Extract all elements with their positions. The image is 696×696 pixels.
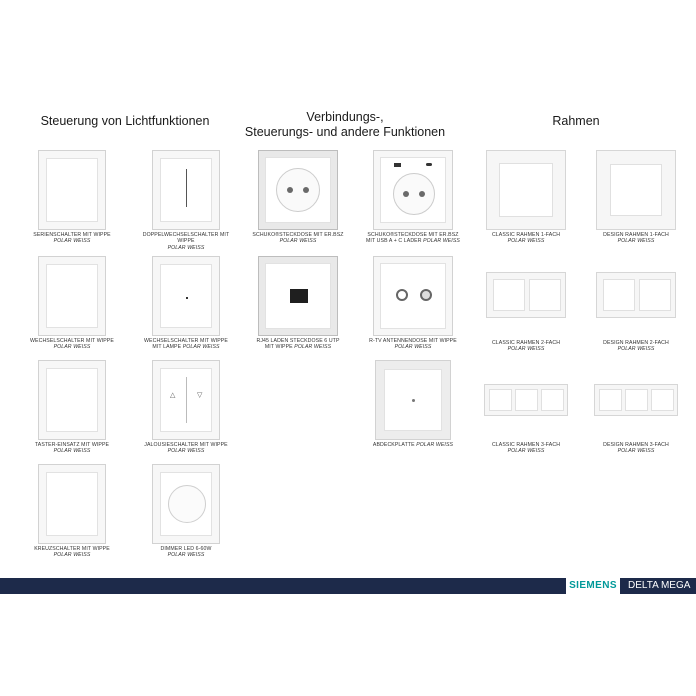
socket-recess [276,168,320,212]
rj45-port [290,289,308,303]
kreuzschalter-image [38,464,106,544]
product-wechselschalter[interactable] [20,256,124,351]
heading-rahmen: Rahmen [552,114,600,128]
heading-verbindungsfunktionen [240,110,450,140]
product-caption: DESIGN RAHMEN 2-FACH POLAR WEISS [603,340,669,353]
classic-rahmen-1-image [486,150,566,230]
serienschalter-image [38,150,106,230]
arrow-down-icon: ▽ [197,392,203,399]
product-doppelwechselschalter[interactable] [134,150,238,251]
product-caption: SERIENSCHALTER MIT WIPPE POLAR WEISS [33,232,111,245]
wechselschalter-lampe-image [152,256,220,336]
wechselschalter-image [38,256,106,336]
dimmer-image [152,464,220,544]
product-caption: CLASSIC RAHMEN 2-FACH POLAR WEISS [491,340,561,353]
design-rahmen-2-image [596,272,676,318]
product-design-rahmen-1[interactable] [584,150,688,245]
siemens-logo: SIEMENS [566,578,620,594]
antennendose-image [373,256,453,336]
doppelwechselschalter-image [152,150,220,230]
product-taster[interactable] [20,360,124,455]
tv-connector [396,289,408,301]
jalousieschalter-image [152,360,220,440]
product-classic-rahmen-1[interactable] [474,150,578,245]
product-serienschalter[interactable] [20,150,124,245]
heading-line-1: Verbindungs-, [306,110,384,124]
product-caption: WECHSELSCHALTER MIT WIPPE MIT LAMPE POLAR WEISS [144,338,228,351]
socket-recess [393,173,435,215]
product-caption: DOPPELWECHSELSCHALTER MIT WIPPE POLAR WEISS [142,232,230,251]
taster-image [38,360,106,440]
product-classic-rahmen-3[interactable] [474,384,578,455]
product-caption: WECHSELSCHALTER MIT WIPPE POLAR WEISS [30,338,114,351]
product-kreuzschalter[interactable] [20,464,124,559]
product-line-label: DELTA MEGA [624,578,696,594]
classic-rahmen-3-image [484,384,568,416]
product-schuko-steckdose[interactable] [246,150,350,245]
design-rahmen-3-image [594,384,678,416]
product-caption: JALOUSIESCHALTER MIT WIPPE POLAR WEISS [144,442,228,455]
product-caption: SCHUKO®STECKDOSE MIT ER.BSZ MIT USB A + C LADER POLAR WEISS [366,232,460,245]
product-abdeckplatte[interactable] [361,360,465,448]
product-caption: KREUZSCHALTER MIT WIPPE POLAR WEISS [34,546,110,559]
product-caption: RJ45 LADEN STECKDOSE 6 UTP MIT WIPPE POLAR WEISS [256,338,340,351]
product-caption: CLASSIC RAHMEN 3-FACH POLAR WEISS [491,442,561,455]
product-caption: ABDECKPLATTE POLAR WEISS [372,442,454,448]
schuko-usb-image [373,150,453,230]
product-caption: TASTER-EINSATZ MIT WIPPE POLAR WEISS [34,442,110,455]
schuko-steckdose-image [258,150,338,230]
product-rj45-steckdose[interactable] [246,256,350,351]
usb-c-port [426,163,432,166]
product-dimmer[interactable] [134,464,238,559]
product-caption: R-TV ANTENNENDOSE MIT WIPPE POLAR WEISS [369,338,457,351]
product-schuko-usb-steckdose[interactable] [361,150,465,245]
heading-lichtfunktionen: Steuerung von Lichtfunktionen [40,114,210,128]
product-caption: DESIGN RAHMEN 3-FACH POLAR WEISS [603,442,669,455]
arrow-up-icon: △ [170,392,176,399]
radio-connector [420,289,432,301]
product-caption: DIMMER LED 6-60W POLAR WEISS [160,546,212,559]
dimmer-knob [168,485,206,523]
product-classic-rahmen-2[interactable] [474,272,578,353]
classic-rahmen-2-image [486,272,566,318]
heading-line-2: Steuerungs- und andere Funktionen [244,125,446,139]
rj45-image [258,256,338,336]
product-caption: SCHUKO®STECKDOSE MIT ER.BSZ POLAR WEISS [252,232,344,245]
product-design-rahmen-2[interactable] [584,272,688,353]
product-caption: DESIGN RAHMEN 1-FACH POLAR WEISS [603,232,669,245]
usb-a-port [394,163,401,167]
design-rahmen-1-image [596,150,676,230]
product-caption: CLASSIC RAHMEN 1-FACH POLAR WEISS [491,232,561,245]
abdeckplatte-image [375,360,451,440]
product-design-rahmen-3[interactable] [584,384,688,455]
product-jalousieschalter[interactable] [134,360,238,455]
product-wechselschalter-lampe[interactable] [134,256,238,351]
product-antennendose[interactable] [361,256,465,351]
